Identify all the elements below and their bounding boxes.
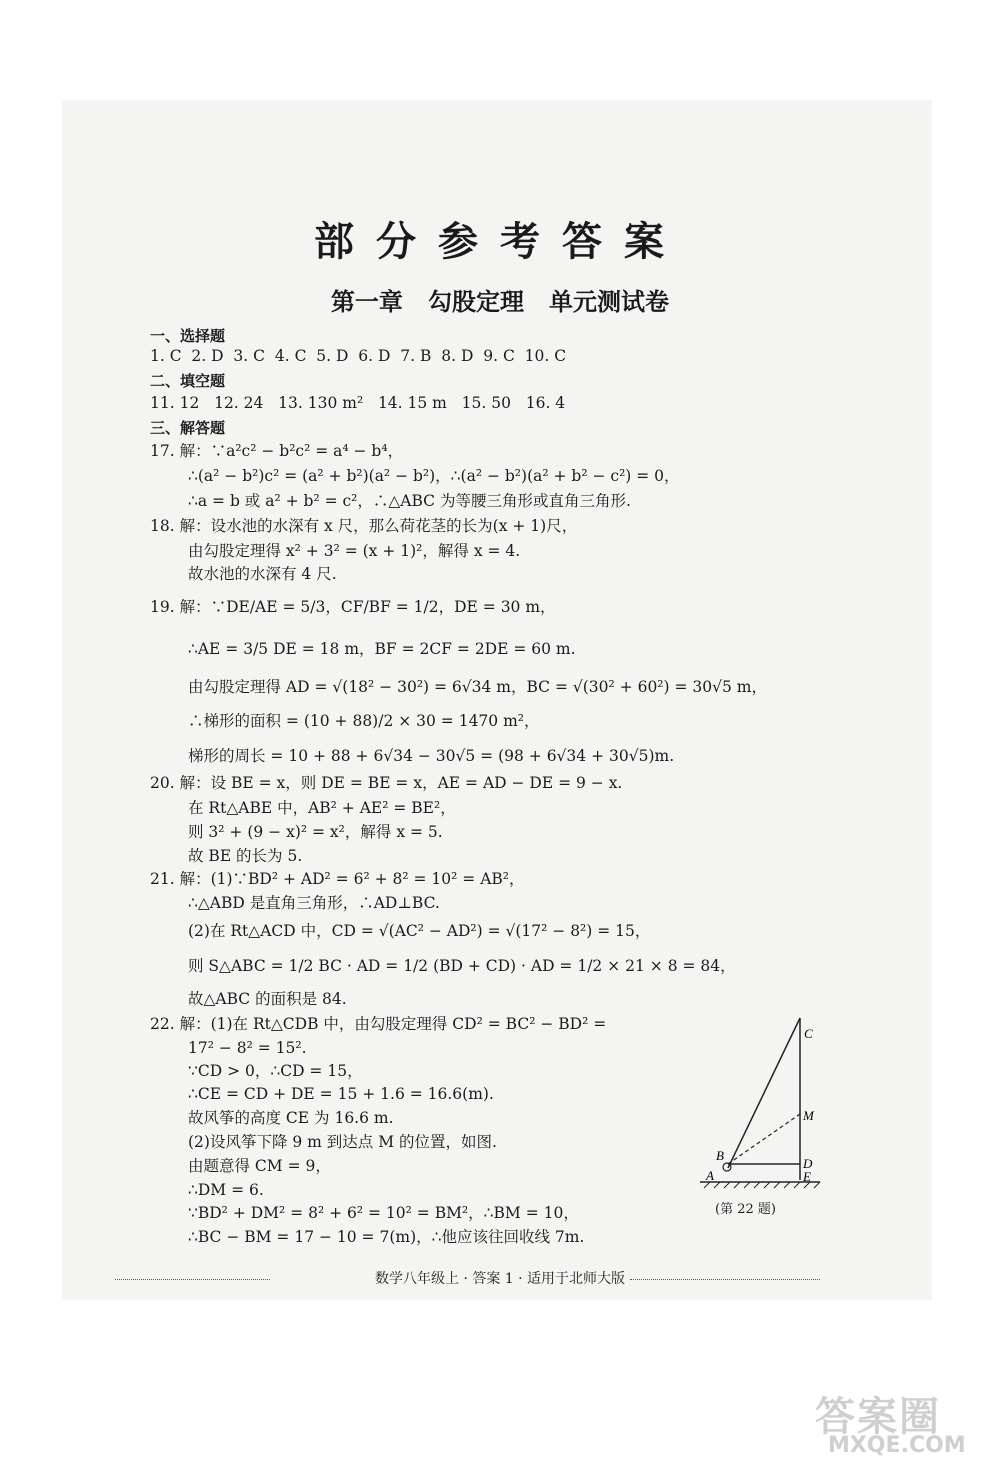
section-heading-choice: 一、选择题	[150, 327, 226, 345]
answer-line: (2)设风筝下降 9 m 到达点 M 的位置，如图.	[188, 1133, 497, 1151]
watermark-text: 答案圈	[815, 1394, 941, 1440]
footer-rule-right	[630, 1279, 820, 1280]
answer-line: ∴CE = CD + DE = 15 + 1.6 = 16.6(m).	[188, 1085, 494, 1103]
answer-line: ∴AE = 3/5 DE = 18 m，BF = 2CF = 2DE = 60 m.	[188, 640, 576, 658]
page-footer: 数学八年级上 · 答案 1 · 适用于北师大版	[374, 1271, 626, 1287]
answer-line: 在 Rt△ABE 中，AB² + AE² = BE²，	[188, 799, 456, 817]
answer-line: 故 BE 的长为 5.	[188, 847, 303, 865]
answer-line: (2)在 Rt△ACD 中，CD = √(AC² − AD²) = √(17² − 8²) = 15，	[188, 922, 651, 940]
section-heading-fill: 二、填空题	[150, 372, 226, 390]
kite-figure	[690, 1010, 830, 1210]
answer-line: 故风筝的高度 CE 为 16.6 m.	[188, 1109, 394, 1127]
figure-line-ab-bc	[728, 1018, 800, 1168]
answer-line: 由题意得 CM = 9，	[188, 1157, 331, 1175]
answer-line: 22. 解：(1)在 Rt△CDB 中，由勾股定理得 CD² = BC² − BD² =	[150, 1015, 607, 1033]
answer-line: 18. 解：设水池的水深有 x 尺，那么荷花茎的长为(x + 1)尺，	[150, 517, 578, 535]
section-heading-solve: 三、解答题	[150, 419, 226, 437]
answer-line: 由勾股定理得 AD = √(18² − 30²) = 6√34 m，BC = √(30² + 60²) = 30√5 m，	[188, 678, 767, 696]
answer-line: 则 3² + (9 − x)² = x²，解得 x = 5.	[188, 823, 443, 841]
answer-line: 21. 解：(1)∵BD² + AD² = 6² + 8² = 10² = AB²，	[150, 870, 525, 888]
figure-label-d: D	[803, 1156, 813, 1171]
answer-line: ∴BC − BM = 17 − 10 = 7(m)，∴他应该往回收线 7m.	[188, 1228, 585, 1246]
figure-label-c: C	[804, 1026, 813, 1041]
answer-line: ∴△ABD 是直角三角形，∴AD⊥BC.	[188, 894, 440, 912]
page-title: 部分参考答案	[314, 218, 686, 265]
answer-line: ∵BD² + DM² = 8² + 6² = 10² = BM²，∴BM = 10，	[188, 1204, 579, 1222]
figure-person-head	[723, 1163, 731, 1171]
answer-line: ∵CD > 0，∴CD = 15，	[188, 1062, 363, 1080]
answer-line: ∴梯形的面积 = (10 + 88)/2 × 30 = 1470 m²，	[188, 712, 540, 730]
answer-line: ∴DM = 6.	[188, 1181, 264, 1199]
figure-label-a: A	[706, 1168, 714, 1183]
watermark-url: MXQE.COM	[828, 1433, 966, 1458]
figure-label-m: M	[803, 1108, 814, 1123]
answer-line: 17. 解：∵a²c² − b²c² = a⁴ − b⁴，	[150, 442, 404, 460]
figure-line-bm-dashed	[728, 1114, 800, 1164]
figure-label-b: B	[716, 1148, 724, 1163]
answer-line: 17² − 8² = 15².	[188, 1039, 307, 1057]
answer-line: 故△ABC 的面积是 84.	[188, 990, 347, 1008]
answer-line: 梯形的周长 = 10 + 88 + 6√34 − 30√5 = (98 + 6√34 + 30√5)m.	[188, 747, 675, 765]
answer-line-fill: 11. 12 12. 24 13. 130 m² 14. 15 m 15. 50 16. 4	[150, 394, 566, 412]
figure-caption: (第 22 题)	[715, 1202, 776, 1217]
watermark-logo	[810, 1385, 990, 1460]
answer-line: 则 S△ABC = 1/2 BC · AD = 1/2 (BD + CD) · AD = 1/2 × 21 × 8 = 84，	[188, 957, 736, 975]
chapter-subtitle: 第一章 勾股定理 单元测试卷	[330, 287, 670, 316]
answer-line: ∴(a² − b²)c² = (a² + b²)(a² − b²)，∴(a² − b²)(a² + b² − c²) = 0，	[188, 467, 680, 485]
answer-line: 20. 解：设 BE = x，则 DE = BE = x，AE = AD − DE = 9 − x.	[150, 774, 623, 792]
answer-line: 19. 解：∵DE/AE = 5/3，CF/BF = 1/2，DE = 30 m，	[150, 598, 556, 616]
answer-line-mc: 1. C 2. D 3. C 4. C 5. D 6. D 7. B 8. D 9. C 10. C	[150, 347, 567, 365]
answer-line: ∴a = b 或 a² + b² = c²，∴△ABC 为等腰三角形或直角三角形.	[188, 492, 631, 510]
figure-label-e: E	[803, 1169, 811, 1184]
answer-line: 故水池的水深有 4 尺.	[188, 565, 337, 583]
answer-line: 由勾股定理得 x² + 3² = (x + 1)²，解得 x = 4.	[188, 542, 521, 560]
